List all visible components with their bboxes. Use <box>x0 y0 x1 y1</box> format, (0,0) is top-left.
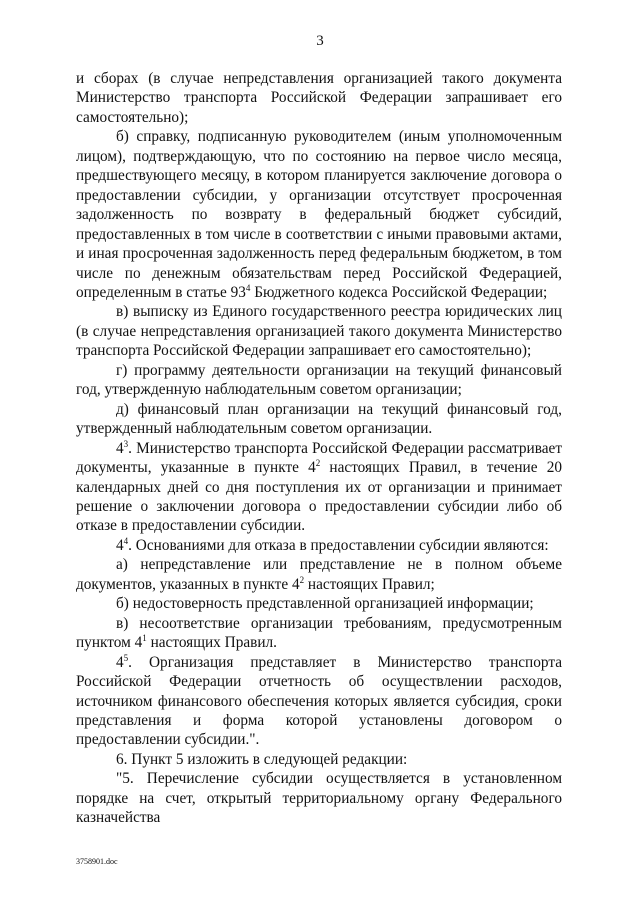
paragraph-item-g: г) программу деятельности организации на текущий финансовый год, утвержденную наблюдательным советом организации; <box>76 361 562 399</box>
paragraph-item-d: д) финансовый план организации на текущий финансовый год, утвержденный наблюдательным советом организации. <box>76 400 562 438</box>
paragraph-point-4-4: $4^4$. Основаниями для отказа в предоставлении субсидии являются: <box>116 535 549 554</box>
paragraph-point-4-3: $4^3$. Министерство транспорта Российской Федерации рассматривает документы, указанные в пункте $4^2$ настоящих Правил, в течение 20 календарных дней со дня поступления их от организации и принимает решение о заключении договора о предоставлении субсидии либо об отказе в предоставлении субсидии. <box>76 438 562 535</box>
paragraph-point-4-5: $4^5$. Организация представляет в Министерство транспорта Российской Федерации отчетность об осуществлении расходов, источником финансового обеспечения которых является субсидия, сроки представления и форма которой установлены договором о предоставлении субсидии.". <box>76 652 562 749</box>
file-code: 3758901.doc <box>76 857 118 866</box>
paragraph-item-4-4-b: б) недостоверность представленной организацией информации; <box>116 595 534 613</box>
superscript: 4 <box>123 535 129 546</box>
superscript: 4 <box>245 282 251 293</box>
paragraph-continuation: и сборах (в случае непредставления организацией такого документа Министерство транспорта Российской Федерации запрашивает его самостоятельно); <box>76 70 562 126</box>
paragraph-item-b: б) справку, подписанную руководителем (иным уполномоченным лицом), подтверждающую, что по состоянию на первое число месяца, предшествующего месяцу, в котором планируется заключение договора о предоставлении субсидии, у организации отсутствует просроченная задолженность по возврату в федеральный бюджет субсидий, предоставленных в том числе в соответствии с иными правовыми актами, и иная просроченная задолженность перед федеральным бюджетом, в том числе по денежным обязательствам перед Российской Федерацией, определенным в статье $93^4$ Бюджетного кодекса Российской Федерации; <box>76 128 562 301</box>
superscript: 1 <box>142 633 147 644</box>
paragraph-item-v: в) выписку из Единого государственного реестра юридических лиц (в случае непредставления организацией такого документа Министерство транспорта Российской Федерации запрашивает его самостоятельно); <box>76 303 562 360</box>
paragraph-item-4-4-v: в) несоответствие организации требованиям, предусмотренным пунктом $4^1$ настоящих Правил. <box>76 614 562 652</box>
superscript: 2 <box>315 458 321 469</box>
superscript: 5 <box>123 652 129 663</box>
superscript: 2 <box>299 574 305 585</box>
paragraph-item-4-4-a: а) непредставление или представление не в полном объеме документов, указанных в пункте $4^2$ настоящих Правил; <box>76 556 562 593</box>
document-body <box>76 69 562 828</box>
page-number: 3 <box>316 33 324 49</box>
paragraph-new-point-5: "5. Перечисление субсидии осуществляется в установленном порядке на счет, открытый территориальному органу Федерального казначейства <box>76 770 562 827</box>
paragraph-amendment-6: 6. Пункт 5 изложить в следующей редакции: <box>116 750 408 768</box>
superscript: 3 <box>123 438 129 449</box>
